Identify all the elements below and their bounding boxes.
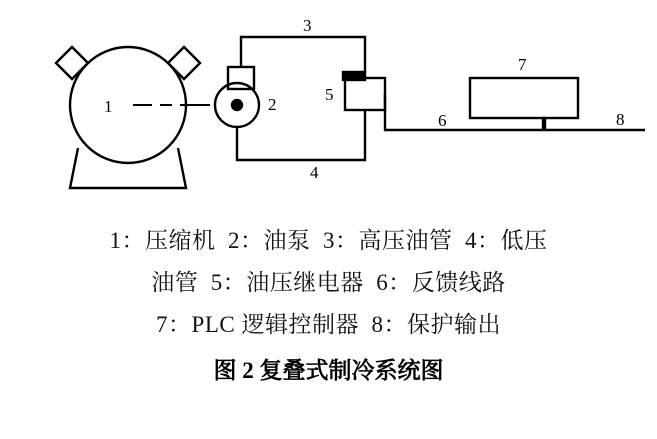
oil-pump-shape <box>215 67 259 127</box>
plc-controller-shape <box>470 78 578 118</box>
legend-line-3: 7：PLC 逻辑控制器 8：保护输出 <box>156 312 501 337</box>
oil-pump-hub <box>232 100 242 110</box>
label-oil-pump: 2 <box>268 95 277 114</box>
label-plc-controller: 7 <box>518 55 527 74</box>
protection-output-line <box>545 118 645 130</box>
compressor-shape <box>56 47 200 188</box>
plc-body <box>470 78 578 118</box>
label-compressor: 1 <box>104 97 113 116</box>
compressor-right-port <box>168 47 200 79</box>
feedback-line <box>385 94 543 130</box>
compressor-left-port <box>56 47 88 79</box>
refrigeration-system-diagram <box>0 0 657 215</box>
oil-pump-head <box>228 67 254 89</box>
relay-body <box>345 78 385 110</box>
label-oil-pressure-relay: 5 <box>325 85 334 104</box>
figure-caption: 图 2 复叠式制冷系统图 <box>213 358 444 383</box>
compressor-base <box>70 148 186 188</box>
legend-line-1: 1：压缩机 2：油泵 3：高压油管 4：低压 <box>109 228 548 253</box>
label-high-pressure-pipe: 3 <box>303 16 312 35</box>
label-protection-output: 8 <box>616 110 625 129</box>
label-feedback-line: 6 <box>438 111 447 130</box>
label-low-pressure-pipe: 4 <box>310 163 319 182</box>
relay-cap <box>343 72 365 80</box>
oil-pressure-relay-shape <box>343 72 385 110</box>
high-pressure-pipe-line <box>241 37 365 72</box>
diagram-canvas <box>0 0 657 215</box>
legend-line-2: 油管 5：油压继电器 6：反馈线路 <box>151 270 506 295</box>
